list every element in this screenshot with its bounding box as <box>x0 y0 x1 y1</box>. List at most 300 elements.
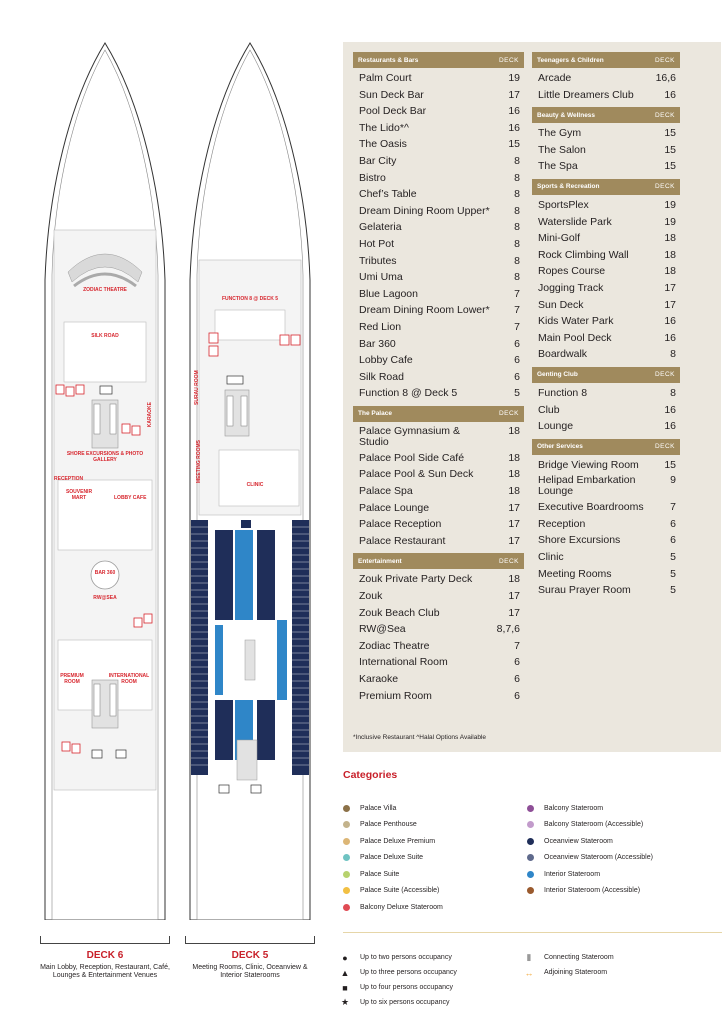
room-karaoke: KARAOKE <box>147 402 153 428</box>
venue-row-sportsplex <box>532 197 680 214</box>
venue-name: Karaoke <box>359 673 399 685</box>
venue-deck: 19 <box>664 215 676 228</box>
section-title: Teenagers & Children <box>537 56 604 64</box>
deck5-title: DECK 5 <box>231 950 269 961</box>
room-zodiac-theatre: ZODIAC THEATRE <box>83 287 127 293</box>
venue-deck: 16 <box>664 331 676 344</box>
venue-row-blue-lagoon <box>353 286 524 303</box>
legend-label: Balcony Deluxe Stateroom <box>360 903 443 911</box>
venue-name: Arcade <box>538 72 572 84</box>
venue-deck: 15 <box>664 458 676 471</box>
symbol-item-up-to-four-persons-occupancy <box>340 980 457 995</box>
venue-name: Lounge <box>538 420 574 433</box>
deck6-plan <box>40 40 170 920</box>
symbol-item-up-to-two-persons-occupancy <box>340 950 457 965</box>
legend-swatch <box>343 887 350 894</box>
legend-swatch <box>343 821 350 828</box>
legend-item-balcony-stateroom <box>527 800 653 817</box>
section-deck-label: DECK <box>654 443 675 451</box>
venue-row-bridge-viewing-room <box>532 457 680 474</box>
venue-row-bar-city <box>353 153 524 170</box>
legend-swatch <box>527 838 534 845</box>
venue-deck: 7 <box>514 287 520 300</box>
circle-icon: ● <box>342 952 348 963</box>
room-silk-road: SILK ROAD <box>91 333 119 339</box>
venue-name: Palace Lounge <box>359 501 430 514</box>
venue-deck: 18 <box>508 468 520 481</box>
venue-row-the-gym <box>532 125 680 142</box>
venue-row-mini-golf <box>532 230 680 247</box>
adjoining-arrow-icon: ↔ <box>524 967 534 978</box>
legend-label: Balcony Stateroom <box>544 804 604 812</box>
venue-name: Jogging Track <box>538 281 604 294</box>
legend-swatch <box>343 904 350 911</box>
square-icon: ■ <box>342 982 348 993</box>
venue-deck: 18 <box>664 232 676 245</box>
venue-row-tributes <box>353 253 524 270</box>
deck5-plan <box>185 40 315 920</box>
venue-row-arcade <box>532 70 680 87</box>
venue-row-waterslide-park <box>532 214 680 231</box>
venue-deck: 5 <box>514 387 520 400</box>
legend-swatch <box>343 854 350 861</box>
venue-name: Bridge Viewing Room <box>538 458 639 471</box>
venue-deck: 17 <box>508 88 520 101</box>
legend-item-interior-stateroom <box>527 866 653 883</box>
venue-row-the-salon <box>532 142 680 159</box>
venue-name: Palace Gymnasium & Studio <box>359 424 460 448</box>
venue-row-ropes-course <box>532 263 680 280</box>
venue-row-zouk-private-party-deck <box>353 571 524 588</box>
venue-row-boardwalk <box>532 346 680 363</box>
venue-deck: 17 <box>508 534 520 547</box>
deck5-bracket <box>185 936 315 944</box>
venue-deck: 8 <box>514 171 520 184</box>
venue-deck: 17 <box>664 298 676 311</box>
venue-deck: 16 <box>664 420 676 433</box>
venue-row-palace-gymnasium-studio <box>353 424 524 450</box>
directory-footnote: *Inclusive Restaurant ^Halal Options Available <box>353 734 487 741</box>
venue-row-international-room <box>353 654 524 671</box>
venue-row-sun-deck <box>532 297 680 314</box>
legend-swatch <box>527 821 534 828</box>
venue-name: Surau Prayer Room <box>538 584 631 597</box>
venue-deck: 9 <box>670 474 676 487</box>
section-deck-label: DECK <box>654 183 675 191</box>
venue-row-zouk <box>353 588 524 605</box>
venue-deck: 17 <box>508 606 520 619</box>
legend-label: Interior Stateroom (Accessible) <box>544 887 641 895</box>
deck5-description: Meeting Rooms, Clinic, Oceanview & Interior Staterooms <box>192 964 308 979</box>
venue-name: Bistro <box>359 171 386 184</box>
venue-row-meeting-rooms <box>532 566 680 583</box>
venue-deck: 8 <box>514 154 520 167</box>
venue-row-dream-dining-room-lower <box>353 302 524 319</box>
legend-label: Oceanview Stateroom <box>544 837 613 845</box>
venue-name: Chef’s Table <box>359 188 417 201</box>
legend-swatch <box>343 871 350 878</box>
venue-name: Lobby Cafe <box>359 354 413 367</box>
symbol-label: Connecting Stateroom <box>544 954 614 961</box>
venue-name: International Room <box>359 656 448 669</box>
connecting-bar-icon: ▮ <box>526 952 532 962</box>
venue-deck: 17 <box>508 518 520 531</box>
venue-name: The Gym <box>538 127 582 140</box>
venue-name: The Oasis <box>359 138 407 151</box>
room-clinic: CLINIC <box>246 482 264 488</box>
venue-name: Function 8 <box>538 386 588 399</box>
venue-row-karaoke <box>353 671 524 688</box>
venue-deck: 8 <box>514 271 520 284</box>
venue-deck: 7 <box>670 501 676 514</box>
venue-deck: 5 <box>670 551 676 564</box>
legend-item-oceanview-stateroom-accessible <box>527 850 653 867</box>
room-premium-room: PREMIUM ROOM <box>60 673 84 685</box>
venue-deck: 18 <box>508 451 520 464</box>
venue-row-palace-restaurant <box>353 533 524 550</box>
venue-deck: 18 <box>508 485 520 498</box>
venue-deck: 6 <box>670 534 676 547</box>
venue-deck: 15 <box>664 127 676 140</box>
venue-row-palace-lounge <box>353 500 524 517</box>
categories-title: Categories <box>343 769 398 781</box>
venue-row-silk-road <box>353 369 524 386</box>
venue-row-rock-climbing-wall <box>532 247 680 264</box>
room-international-room: INTERNATIONAL ROOM <box>108 673 150 685</box>
venue-row-pool-deck-bar <box>353 103 524 120</box>
section-header-restaurants-bars <box>353 52 524 68</box>
venue-deck: 7 <box>514 320 520 333</box>
venue-name: Silk Road <box>359 370 404 383</box>
venue-deck: 8 <box>514 188 520 201</box>
symbol-label: Up to four persons occupancy <box>360 984 453 991</box>
venue-row-the-oasis <box>353 136 524 153</box>
venue-deck: 15 <box>508 138 520 151</box>
legend-swatch <box>343 805 350 812</box>
venue-deck: 15 <box>664 143 676 156</box>
venue-deck: 18 <box>508 573 520 586</box>
section-deck-label: DECK <box>654 371 675 379</box>
venue-deck: 16 <box>664 88 676 101</box>
venue-name: Club <box>538 403 560 416</box>
category-legend-left <box>343 800 443 916</box>
directory-column-2 <box>532 52 680 599</box>
venue-deck: 8 <box>514 221 520 234</box>
venue-row-premium-room <box>353 688 524 705</box>
room-souvenir-mart: SOUVENIR MART <box>65 489 93 501</box>
venue-deck: 7 <box>514 304 520 317</box>
room-meeting-rooms: MEETING ROOMS <box>196 440 202 484</box>
legend-swatch <box>343 838 350 845</box>
venue-deck: 19 <box>664 198 676 211</box>
venue-name: Palace Pool & Sun Deck <box>359 468 474 481</box>
venue-name: Mini-Golf <box>538 232 581 245</box>
venue-row-palace-pool-sun-deck <box>353 466 524 483</box>
venue-deck: 5 <box>670 567 676 580</box>
symbol-item-up-to-three-persons-occupancy <box>340 965 457 980</box>
section-header-genting-club <box>532 367 680 383</box>
legend-label: Palace Penthouse <box>360 821 417 829</box>
directory-column-1 <box>353 52 524 704</box>
venue-name: Palace Restaurant <box>359 534 446 547</box>
venue-name: Main Pool Deck <box>538 331 612 344</box>
venue-row-palace-spa <box>353 483 524 500</box>
venue-row-main-pool-deck <box>532 330 680 347</box>
venue-name: Function 8 @ Deck 5 <box>359 387 458 400</box>
venue-deck: 6 <box>514 673 520 685</box>
deck6-bracket <box>40 936 170 944</box>
legend-item-palace-deluxe-suite <box>343 850 443 867</box>
venue-row-bistro <box>353 170 524 187</box>
section-deck-label: DECK <box>654 56 675 64</box>
legend-item-balcony-deluxe-stateroom <box>343 899 443 916</box>
venue-name: Palace Spa <box>359 485 413 498</box>
venue-row-kids-water-park <box>532 313 680 330</box>
venue-deck: 8 <box>670 348 676 361</box>
venue-row-the-spa <box>532 158 680 175</box>
venue-deck: 8 <box>514 254 520 267</box>
venue-name: Zouk Private Party Deck <box>359 573 473 586</box>
venue-deck: 5 <box>670 584 676 597</box>
venue-deck: 17 <box>508 590 520 603</box>
venue-name: Bar City <box>359 154 397 167</box>
venue-row-dream-dining-room-upper <box>353 203 524 220</box>
legend-item-balcony-stateroom-accessible <box>527 817 653 834</box>
venue-deck: 8 <box>514 237 520 250</box>
venue-name: Gelateria <box>359 221 402 234</box>
section-header-beauty-wellness <box>532 107 680 123</box>
venue-deck: 8 <box>514 204 520 217</box>
venue-name: The Salon <box>538 143 586 156</box>
legend-label: Oceanview Stateroom (Accessible) <box>544 854 653 862</box>
star-icon: ★ <box>340 997 350 1007</box>
section-title: Sports & Recreation <box>537 183 600 191</box>
venue-row-lounge <box>532 418 680 435</box>
room-surau: SURAU ROOM <box>194 370 200 406</box>
venue-deck: 18 <box>664 248 676 261</box>
legend-item-oceanview-stateroom <box>527 833 653 850</box>
venue-name: Palace Pool Side Café <box>359 451 465 464</box>
venue-row-helipad-embarkation-lounge <box>532 473 680 499</box>
venue-row-bar-360 <box>353 336 524 353</box>
venue-row-club <box>532 402 680 419</box>
deck5-hull-drawing <box>185 40 315 920</box>
section-deck-label: DECK <box>498 557 519 565</box>
legend-label: Interior Stateroom <box>544 870 601 878</box>
venue-name: Clinic <box>538 551 564 564</box>
venue-name: Sun Deck <box>538 298 584 311</box>
venue-row-lobby-cafe <box>353 352 524 369</box>
venue-deck: 15 <box>664 160 676 173</box>
venue-row-function-8-deck-5 <box>353 385 524 402</box>
deck6-caption <box>40 948 170 980</box>
legend-label: Palace Deluxe Suite <box>360 854 424 862</box>
venue-row-palm-court <box>353 70 524 87</box>
symbol-item-adjoining-stateroom <box>524 965 614 980</box>
venue-row-chef-s-table <box>353 186 524 203</box>
legend-divider <box>343 932 722 933</box>
room-reception: RECEPTION <box>54 476 84 482</box>
legend-label: Palace Villa <box>360 804 397 812</box>
venue-deck: 18 <box>664 265 676 278</box>
venue-row-zouk-beach-club <box>353 605 524 622</box>
room-shore-excursions: SHORE EXCURSIONS & PHOTO GALLERY <box>66 451 144 463</box>
venue-row-function-8 <box>532 385 680 402</box>
venue-row-red-lion <box>353 319 524 336</box>
venue-name: Rock Climbing Wall <box>538 248 629 261</box>
section-title: Other Services <box>537 443 583 451</box>
venue-name: Zouk <box>359 590 383 603</box>
venue-deck: 17 <box>664 281 676 294</box>
symbol-label: Up to six persons occupancy <box>360 999 450 1006</box>
venue-deck: 8,7,6 <box>496 623 520 636</box>
section-title: Beauty & Wellness <box>537 111 596 119</box>
venue-name: RW@Sea <box>359 623 406 636</box>
venue-name: Kids Water Park <box>538 315 614 328</box>
section-header-other-services <box>532 439 680 455</box>
section-header-the-palace <box>353 406 524 422</box>
legend-swatch <box>527 854 534 861</box>
section-title: The Palace <box>358 410 392 418</box>
room-lobby-cafe: LOBBY CAFE <box>114 495 147 501</box>
venue-row-rw-sea <box>353 621 524 638</box>
venue-name: Zouk Beach Club <box>359 606 440 619</box>
venue-deck: 16 <box>508 121 520 134</box>
venue-deck: 17 <box>508 501 520 514</box>
venue-name: Boardwalk <box>538 348 588 361</box>
venue-name: Little Dreamers Club <box>538 88 634 101</box>
venue-name: Palm Court <box>359 72 412 84</box>
venue-deck: 6 <box>514 337 520 350</box>
venue-name: Blue Lagoon <box>359 287 418 300</box>
section-title: Genting Club <box>537 371 578 379</box>
venue-directory <box>343 42 721 752</box>
venue-name: Tributes <box>359 254 397 267</box>
venue-deck: 8 <box>670 386 676 399</box>
legend-label: Palace Suite (Accessible) <box>360 887 440 895</box>
legend-item-palace-suite-accessible <box>343 883 443 900</box>
triangle-icon: ▲ <box>340 967 350 978</box>
venue-row-shore-excursions <box>532 532 680 549</box>
venue-name: Hot Pot <box>359 237 395 250</box>
section-header-teenagers-children <box>532 52 680 68</box>
legend-label: Balcony Stateroom (Accessible) <box>544 821 644 829</box>
section-deck-label: DECK <box>654 111 675 119</box>
venue-row-little-dreamers-club <box>532 87 680 104</box>
venue-deck: 19 <box>508 72 520 84</box>
occupancy-legend <box>340 950 457 1010</box>
venue-name: Pool Deck Bar <box>359 105 427 118</box>
legend-label: Palace Suite <box>360 870 400 878</box>
section-title: Entertainment <box>358 557 402 565</box>
venue-row-hot-pot <box>353 236 524 253</box>
legend-item-palace-penthouse <box>343 817 443 834</box>
venue-deck: 16 <box>664 315 676 328</box>
venue-name: Ropes Course <box>538 265 606 278</box>
venue-row-palace-pool-side-caf <box>353 450 524 467</box>
venue-row-the-lido <box>353 120 524 137</box>
venue-name: Palace Reception <box>359 518 442 531</box>
venue-name: Sun Deck Bar <box>359 88 424 101</box>
room-rw-sea: RW@SEA <box>93 595 117 601</box>
venue-row-palace-reception <box>353 516 524 533</box>
venue-row-clinic <box>532 549 680 566</box>
legend-swatch <box>527 887 534 894</box>
venue-row-sun-deck-bar <box>353 87 524 104</box>
legend-swatch <box>527 871 534 878</box>
symbol-label: Up to three persons occupancy <box>360 969 457 976</box>
venue-name: Premium Room <box>359 689 432 702</box>
venue-row-executive-boardrooms <box>532 499 680 516</box>
venue-name: Zodiac Theatre <box>359 639 430 652</box>
venue-deck: 6 <box>514 656 520 669</box>
deck6-title: DECK 6 <box>86 950 124 961</box>
venue-deck: 6 <box>514 370 520 383</box>
venue-name: Red Lion <box>359 320 402 333</box>
venue-row-reception <box>532 516 680 533</box>
venue-deck: 6 <box>514 689 520 702</box>
deck6-description: Main Lobby, Reception, Restaurant, Café, Lounges & Entertainment Venues <box>40 964 170 979</box>
venue-row-umi-uma <box>353 269 524 286</box>
section-title: Restaurants & Bars <box>358 56 419 64</box>
section-deck-label: DECK <box>498 56 519 64</box>
section-header-entertainment <box>353 553 524 569</box>
venue-name: Meeting Rooms <box>538 567 612 580</box>
venue-deck: 16,6 <box>655 72 676 84</box>
legend-swatch <box>527 805 534 812</box>
venue-name: The Spa <box>538 160 578 173</box>
venue-row-jogging-track <box>532 280 680 297</box>
venue-name: Bar 360 <box>359 337 396 350</box>
legend-item-palace-suite <box>343 866 443 883</box>
deck5-caption <box>185 948 315 980</box>
category-legend-right <box>527 800 653 899</box>
symbol-label: Up to two persons occupancy <box>360 954 452 961</box>
venue-name: Dream Dining Room Upper* <box>359 204 490 217</box>
venue-name: Umi Uma <box>359 271 403 284</box>
venue-name: Reception <box>538 517 586 530</box>
venue-deck: 6 <box>514 354 520 367</box>
symbol-label: Adjoining Stateroom <box>544 969 608 976</box>
legend-item-palace-deluxe-premium <box>343 833 443 850</box>
venue-name: Waterslide Park <box>538 215 612 228</box>
symbol-item-connecting-stateroom <box>524 950 614 965</box>
legend-item-palace-villa <box>343 800 443 817</box>
venue-deck: 6 <box>670 517 676 530</box>
venue-row-surau-prayer-room <box>532 582 680 599</box>
stateroom-connection-legend <box>524 950 614 980</box>
legend-item-interior-stateroom-accessible <box>527 883 653 900</box>
venue-name: Shore Excursions <box>538 534 621 547</box>
venue-deck: 18 <box>508 424 520 437</box>
venue-deck: 16 <box>664 403 676 416</box>
venue-row-zodiac-theatre <box>353 638 524 655</box>
venue-deck: 7 <box>514 639 520 652</box>
section-header-sports-recreation <box>532 179 680 195</box>
room-function-8-deck-5: FUNCTION 8 @ DECK 5 <box>222 296 278 302</box>
venue-name: Executive Boardrooms <box>538 501 644 514</box>
venue-name: SportsPlex <box>538 198 589 211</box>
legend-label: Palace Deluxe Premium <box>360 837 436 845</box>
venue-name: The Lido*^ <box>359 121 409 134</box>
section-deck-label: DECK <box>498 410 519 418</box>
symbol-item-up-to-six-persons-occupancy <box>340 995 457 1010</box>
venue-name: Helipad Embarkation Lounge <box>538 474 636 498</box>
venue-name: Dream Dining Room Lower* <box>359 304 490 317</box>
room-bar-360: BAR 360 <box>94 570 116 576</box>
venue-deck: 16 <box>508 105 520 118</box>
venue-row-gelateria <box>353 219 524 236</box>
